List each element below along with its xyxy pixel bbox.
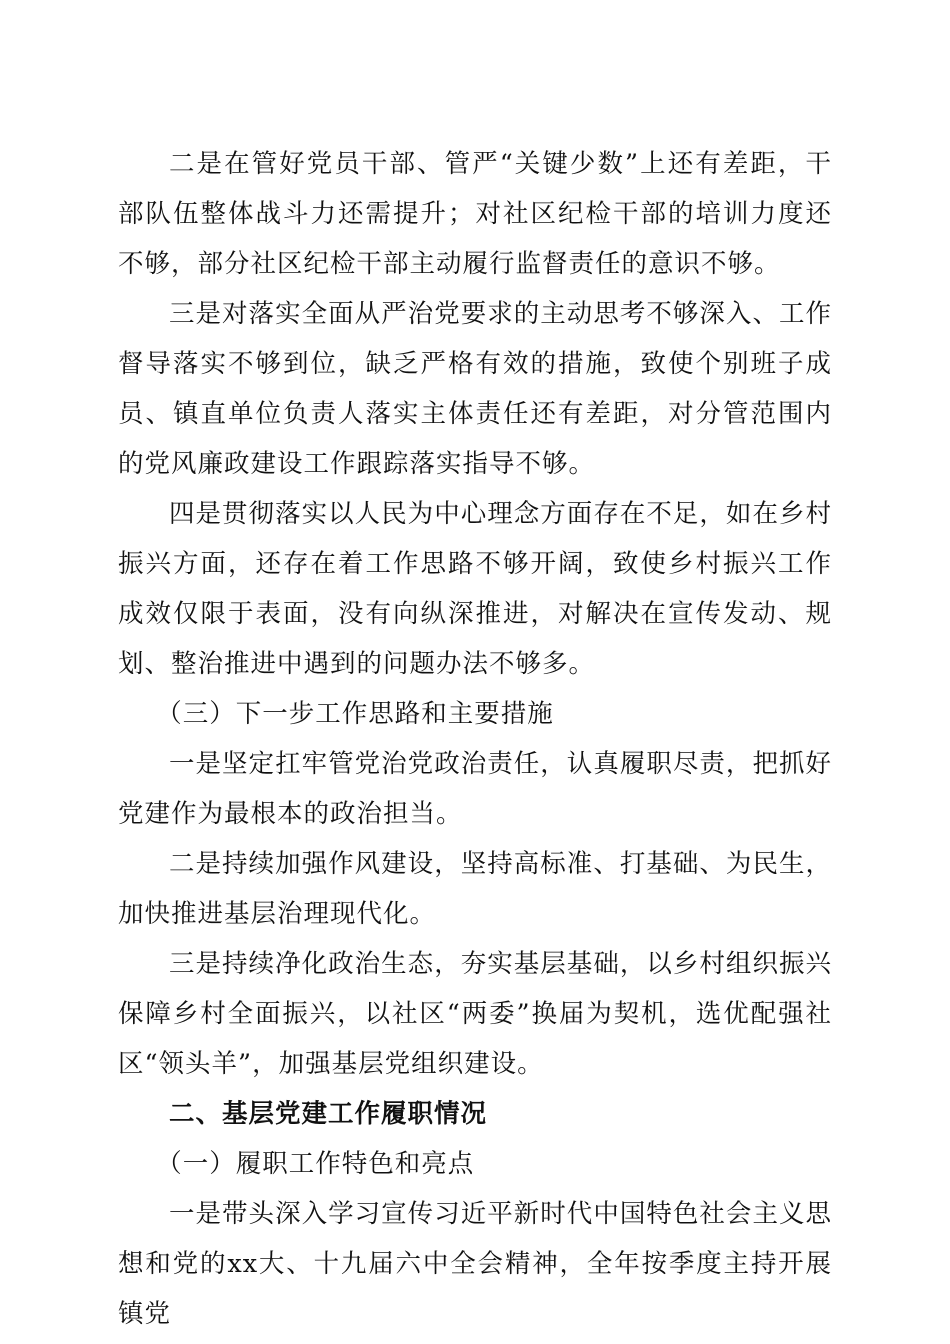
paragraph-people-centered-gap: 四是贯彻落实以人民为中心理念方面存在不足，如在乡村振兴方面，还存在着工作思路不够开阔，致使乡村振兴工作成效仅限于表面，没有向纵深推进，对解决在宣传发动、规划、整治推进中遇到的问题办法不够多。 bbox=[118, 499, 832, 679]
section-heading-highlights: （一）履职工作特色和亮点 bbox=[156, 1149, 475, 1179]
paragraph-supervision-gap: 二是在管好党员干部、管严“关键少数”上还有差距，干部队伍整体战斗力还需提升；对社区纪检干部的培训力度还不够，部分社区纪检干部主动履行监督责任的意识不够。 bbox=[118, 149, 832, 279]
document-body bbox=[118, 139, 832, 1339]
paragraph-party-governance-gap: 三是对落实全面从严治党要求的主动思考不够深入、工作督导落实不够到位，缺乏严格有效的措施，致使个别班子成员、镇直单位负责人落实主体责任还有差距，对分管范围内的党风廉政建设工作跟踪落实指导不够。 bbox=[118, 299, 832, 479]
paragraph-measure-three: 三是持续净化政治生态，夯实基层基础，以乡村组织振兴保障乡村全面振兴，以社区“两委”换届为契机，选优配强社区“领头羊”，加强基层党组织建设。 bbox=[118, 949, 832, 1079]
paragraph-measure-two: 二是持续加强作风建设，坚持高标准、打基础、为民生，加快推进基层治理现代化。 bbox=[118, 849, 832, 929]
section-heading-next-steps: （三）下一步工作思路和主要措施 bbox=[156, 699, 554, 729]
paragraph-highlight-one: 一是带头深入学习宣传习近平新时代中国特色社会主义思想和党的xx大、十九届六中全会精神，全年按季度主持开展镇党 bbox=[118, 1199, 832, 1329]
section-heading-grassroots-party-building: 二、基层党建工作履职情况 bbox=[169, 1099, 488, 1129]
paragraph-measure-one: 一是坚定扛牢管党治党政治责任，认真履职尽责，把抓好党建作为最根本的政治担当。 bbox=[118, 749, 832, 829]
